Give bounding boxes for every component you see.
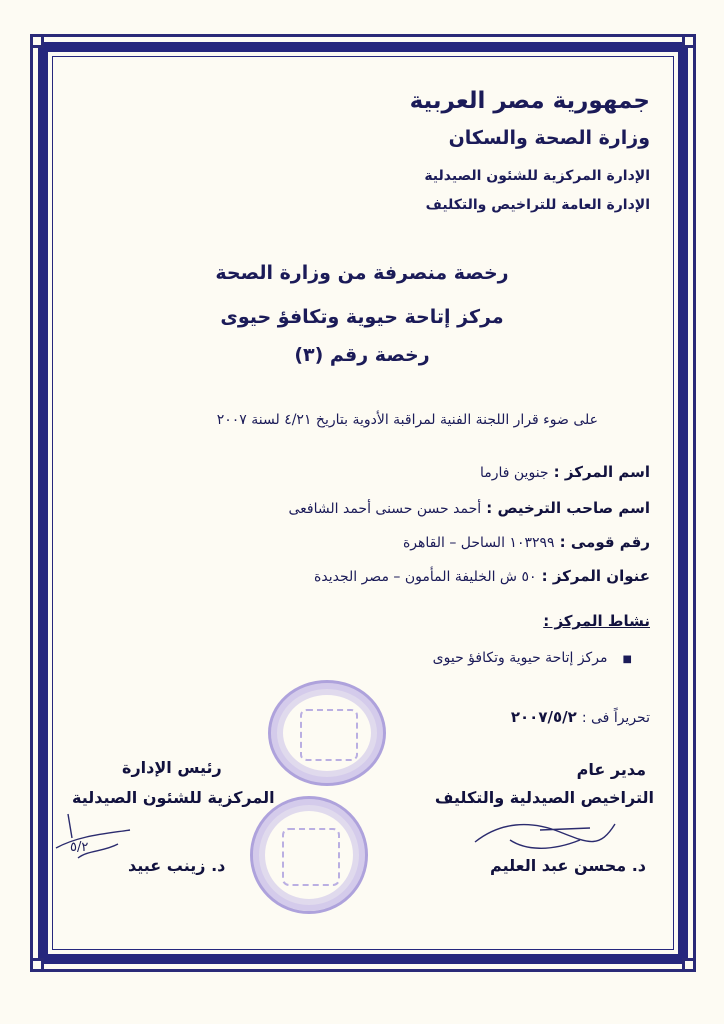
right-signature-scribble bbox=[470, 812, 620, 856]
owner-row bbox=[289, 498, 651, 517]
license-number: رخصة رقم (٣) bbox=[294, 344, 430, 366]
license-title: رخصة منصرفة من وزارة الصحة bbox=[215, 262, 509, 284]
country-heading: جمهورية مصر العربية bbox=[409, 88, 650, 114]
owner-label: اسم صاحب الترخيص : bbox=[486, 499, 650, 517]
owner-value: أحمد حسن حسنى أحمد الشافعى bbox=[288, 501, 482, 517]
left-signature-scribble bbox=[48, 808, 138, 868]
center-name-value: جنوين فارما bbox=[479, 465, 549, 481]
decision-reference: على ضوء قرار اللجنة الفنية لمراقبة الأدوية بتاريخ ٤/٢١ لسنة ٢٠٠٧ bbox=[216, 412, 598, 428]
right-signatory-name: د. محسن عبد العليم bbox=[490, 856, 646, 875]
official-stamp bbox=[250, 796, 368, 914]
division-heading: الإدارة العامة للتراخيص والتكليف bbox=[425, 197, 650, 213]
center-name-row bbox=[480, 462, 650, 481]
activity-list-item bbox=[433, 647, 632, 666]
address-row bbox=[314, 566, 650, 585]
activity-label: نشاط المركز : bbox=[543, 612, 650, 630]
address-value: ٥٠ ش الخليفة المأمون – مصر الجديدة bbox=[314, 569, 537, 585]
issue-date-value: ٢٠٠٧/٥/٢ bbox=[510, 708, 577, 726]
address-label: عنوان المركز : bbox=[541, 567, 650, 585]
national-id-label: رقم قومى : bbox=[559, 533, 650, 551]
license-subtitle: مركز إتاحة حيوية وتكافؤ حيوى bbox=[220, 306, 504, 328]
center-name-label: اسم المركز : bbox=[553, 463, 650, 481]
issue-date-row bbox=[511, 707, 650, 726]
national-id-row bbox=[403, 532, 650, 551]
left-handwritten-date: ٥/٢ bbox=[70, 840, 89, 855]
official-stamp bbox=[268, 680, 386, 786]
right-signatory-title: مدير عام bbox=[576, 760, 646, 779]
right-signatory-department: التراخيص الصيدلية والتكليف bbox=[434, 788, 654, 807]
activity-item-text: مركز إتاحة حيوية وتكافؤ حيوى bbox=[432, 650, 608, 666]
left-signatory-name: د. زينب عبيد bbox=[128, 856, 226, 875]
bullet-icon: ■ bbox=[622, 654, 632, 665]
issue-date-label: تحريراً فى : bbox=[581, 710, 650, 726]
ministry-heading: وزارة الصحة والسكان bbox=[448, 127, 650, 149]
left-signatory-title: رئيس الإدارة bbox=[122, 758, 222, 777]
left-signatory-department: المركزية للشئون الصيدلية bbox=[72, 788, 275, 807]
national-id-value: ١٠٣٢٩٩ الساحل – القاهرة bbox=[402, 535, 555, 551]
department-heading: الإدارة المركزية للشئون الصيدلية bbox=[424, 168, 650, 184]
